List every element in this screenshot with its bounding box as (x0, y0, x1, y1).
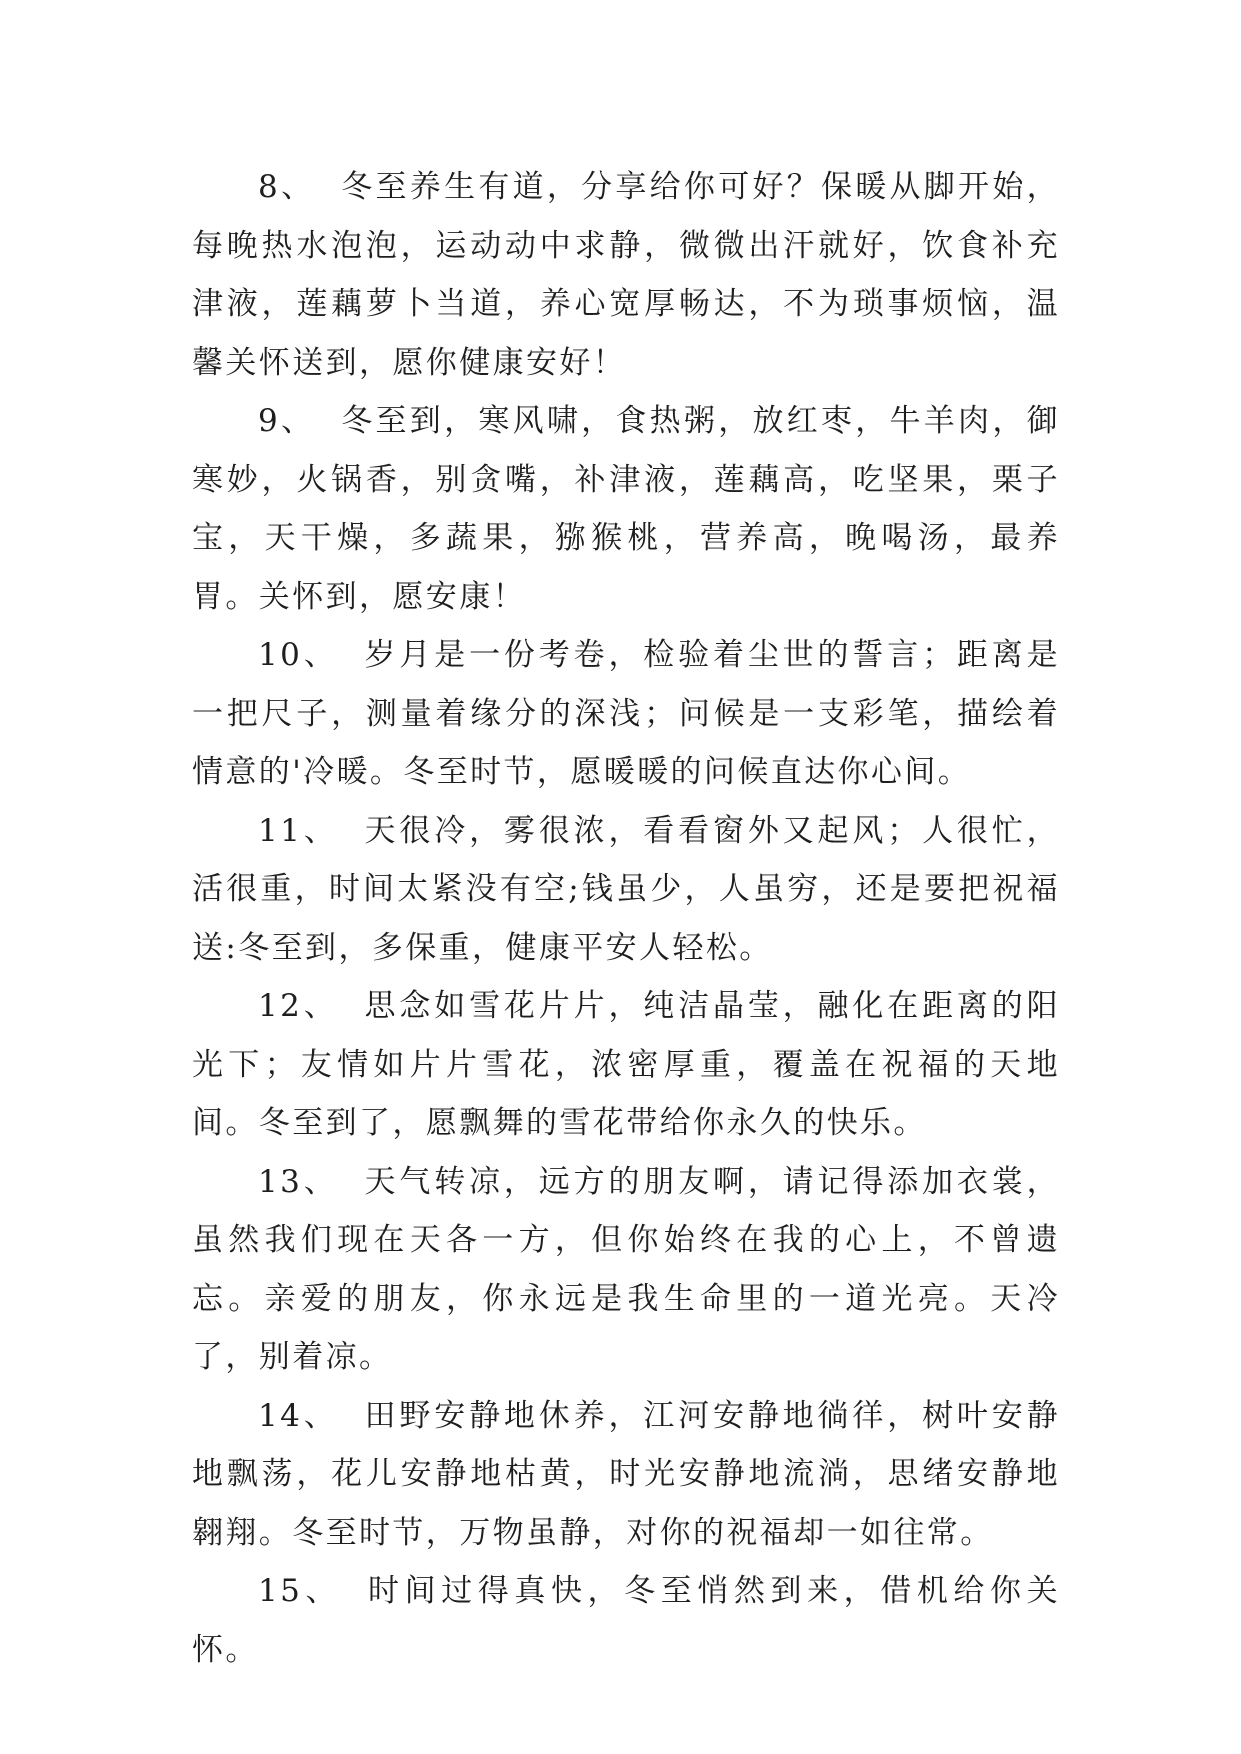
paragraph-number: 14、 (258, 1397, 339, 1434)
paragraph-text: 天气转凉，远方的朋友啊，请记得添加衣裳，虽然我们现在天各一方，但你始终在我的心上，不曾遗忘。亲爱的朋友，你永远是我生命里的一道光亮。天冷了，别着凉。 (192, 1163, 1060, 1375)
paragraph-number: 15、 (258, 1573, 343, 1609)
paragraph-10 (192, 626, 1060, 802)
paragraph-14 (192, 1387, 1060, 1563)
paragraph-number: 11、 (258, 812, 339, 849)
paragraph-9 (192, 392, 1060, 626)
paragraph-13 (192, 1153, 1060, 1387)
paragraph-text: 岁月是一份考卷，检验着尘世的誓言；距离是一把尺子，测量着缘分的深浅；问候是一支彩笔，描绘着情意的'冷暖。冬至时节，愿暖暖的问候直达你心间。 (192, 637, 1060, 790)
document-body (192, 158, 1060, 1679)
paragraph-12 (192, 977, 1060, 1153)
paragraph-text: 田野安静地休养，江河安静地徜徉，树叶安静地飘荡，花儿安静地枯黄，时光安静地流淌，思绪安静地翱翔。冬至时节，万物虽静，对你的祝福却一如往常。 (192, 1397, 1060, 1551)
paragraph-11 (192, 802, 1060, 978)
paragraph-text: 时间过得真快，冬至悄然到来，借机给你关怀。 (192, 1573, 1060, 1668)
paragraph-number: 13、 (258, 1163, 339, 1200)
paragraph-number: 8、 (258, 169, 316, 205)
paragraph-number: 10、 (258, 637, 339, 673)
paragraph-15 (192, 1562, 1060, 1679)
paragraph-number: 9、 (258, 403, 316, 439)
paragraph-text: 思念如雪花片片，纯洁晶莹，融化在距离的阳光下；友情如片片雪花，浓密厚重，覆盖在祝福的天地间。冬至到了，愿飘舞的雪花带给你永久的快乐。 (192, 988, 1060, 1141)
paragraph-text: 冬至到，寒风啸，食热粥，放红枣，牛羊肉，御寒妙，火锅香，别贪嘴，补津液，莲藕高，吃坚果，栗子宝，天干燥，多蔬果，猕猴桃，营养高，晚喝汤，最养胃。关怀到，愿安康！ (192, 403, 1060, 615)
paragraph-text: 冬至养生有道，分享给你可好？保暖从脚开始，每晚热水泡泡，运动动中求静，微微出汗就好，饮食补充津液，莲藕萝卜当道，养心宽厚畅达，不为琐事烦恼，温馨关怀送到，愿你健康安好！ (192, 169, 1060, 381)
paragraph-number: 12、 (258, 988, 339, 1024)
paragraph-8 (192, 158, 1060, 392)
paragraph-text: 天很冷，雾很浓，看看窗外又起风；人很忙，活很重，时间太紧没有空;钱虽少，人虽穷，还是要把祝福送:冬至到，多保重，健康平安人轻松。 (192, 812, 1060, 966)
